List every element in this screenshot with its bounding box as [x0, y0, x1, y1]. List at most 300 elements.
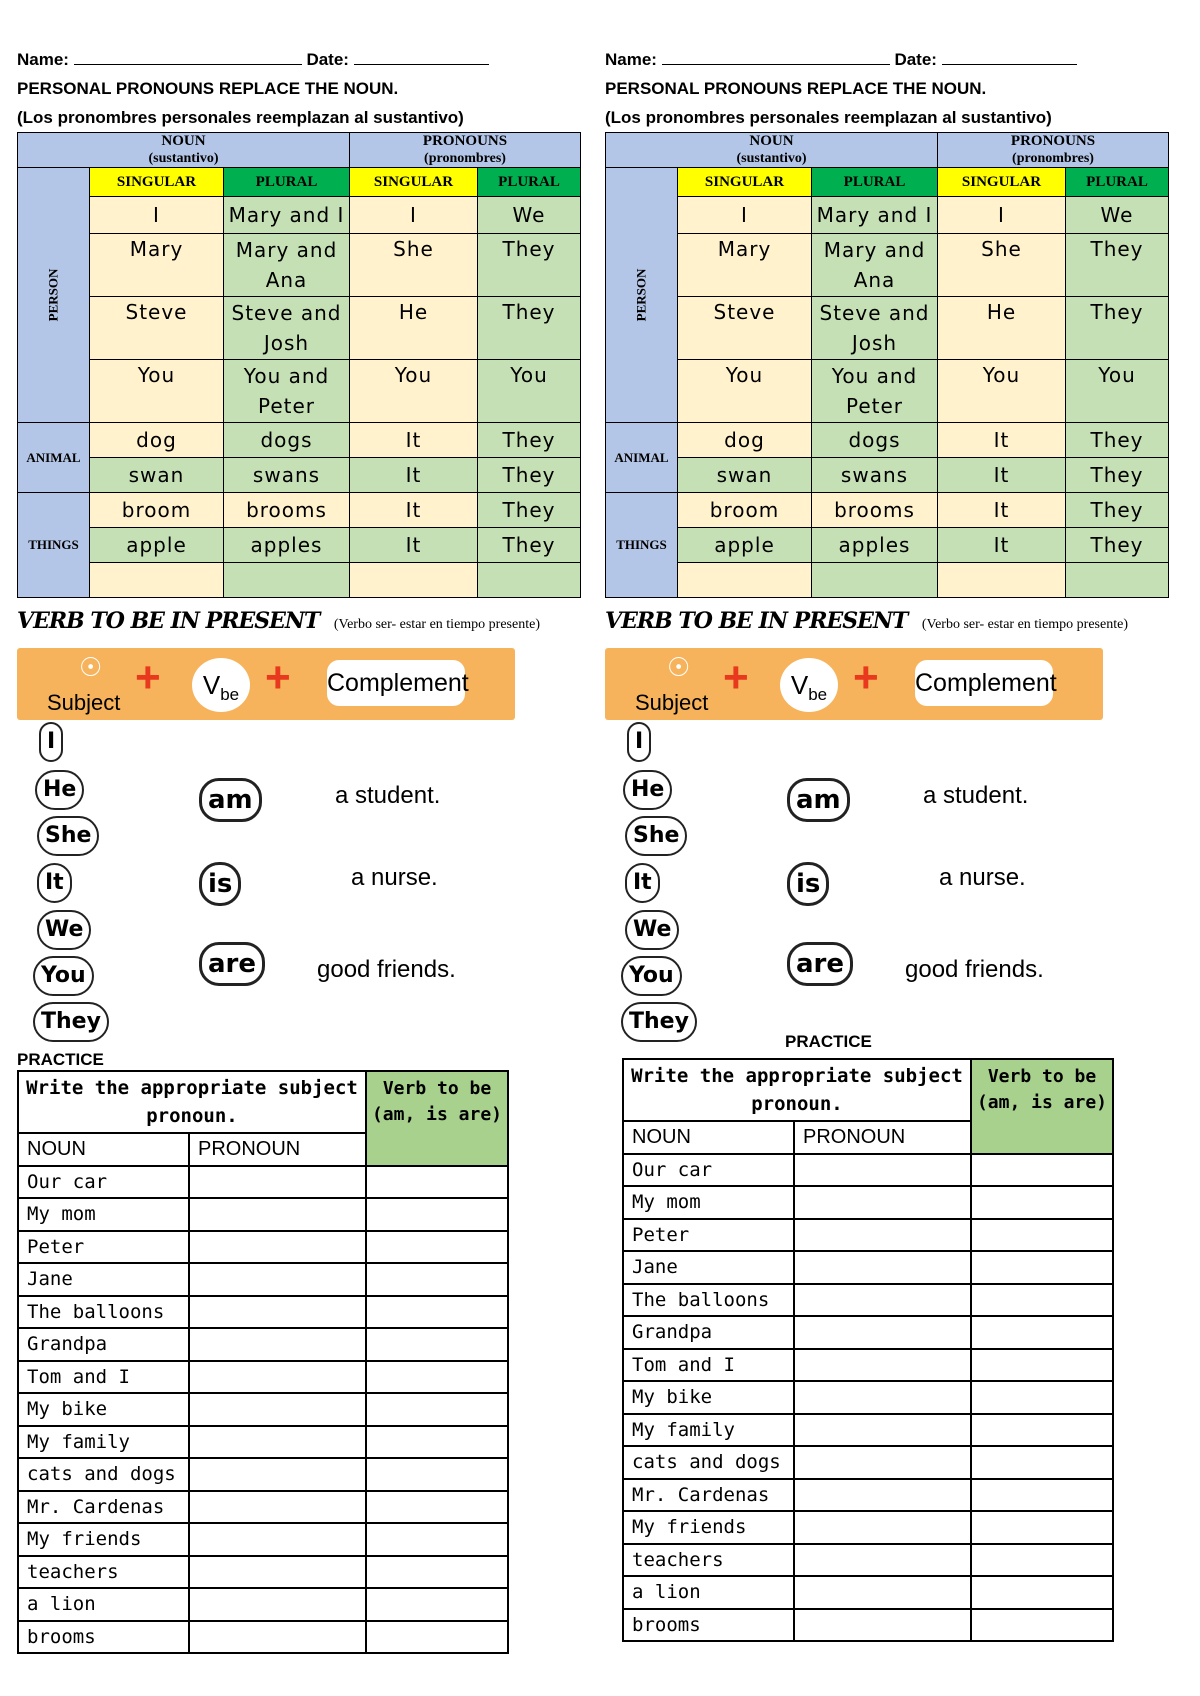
practice-row: [18, 1166, 508, 1199]
verb-to-be-header: Verb to be (am, is are): [971, 1059, 1113, 1154]
pronoun-table-subheader: [606, 168, 1169, 197]
practice-noun: My bike: [18, 1393, 189, 1426]
group-things: THINGS: [18, 493, 90, 598]
verb-answer-cell[interactable]: [366, 1588, 508, 1621]
name-date-line: [605, 45, 1185, 74]
cell: It: [938, 423, 1066, 458]
formula-subject: Subject: [635, 690, 709, 715]
practice-row: [18, 1426, 508, 1459]
group-person: PERSON: [606, 168, 678, 423]
pronoun-table-header: [18, 133, 581, 168]
practice-row: [18, 1263, 508, 1296]
pronoun-answer-cell[interactable]: [794, 1316, 971, 1349]
cell: They: [1066, 493, 1169, 528]
cell: brooms: [812, 493, 938, 528]
practice-noun: a lion: [623, 1576, 794, 1609]
practice-noun: cats and dogs: [18, 1458, 189, 1491]
cell: They: [1066, 234, 1169, 297]
cell: apple: [90, 528, 224, 563]
practice-row: [623, 1186, 1113, 1219]
cell: swan: [678, 458, 812, 493]
cell: They: [478, 423, 581, 458]
verb-to-be-chart: [17, 720, 515, 1050]
practice-noun: Mr. Cardenas: [18, 1491, 189, 1524]
cell: They: [478, 493, 581, 528]
table-row: [606, 423, 1169, 458]
verb-answer-cell[interactable]: [971, 1349, 1113, 1382]
practice-row: [18, 1231, 508, 1264]
complement-text: a student.: [335, 782, 441, 809]
practice-row: [623, 1479, 1113, 1512]
noun-header: NOUN (sustantivo): [606, 133, 938, 168]
pronouns-header: PRONOUNS (pronombres): [938, 133, 1169, 168]
verb-answer-cell[interactable]: [366, 1263, 508, 1296]
verb-answer-cell[interactable]: [971, 1511, 1113, 1544]
verb-answer-cell[interactable]: [971, 1154, 1113, 1187]
group-animal: ANIMAL: [18, 423, 90, 493]
worksheet-subtitle: (Los pronombres personales reemplazan al sustantivo): [605, 108, 1052, 127]
subject-cloud: She: [625, 816, 687, 856]
complement-text: a nurse.: [939, 864, 1026, 891]
worksheet-title: PERSONAL PRONOUNS REPLACE THE NOUN.: [17, 79, 399, 98]
noun-column-header: NOUN: [623, 1121, 794, 1154]
verb-answer-cell[interactable]: [366, 1556, 508, 1589]
pronoun-answer-cell[interactable]: [189, 1361, 366, 1394]
pronoun-answer-cell[interactable]: [189, 1328, 366, 1361]
verb-answer-cell[interactable]: [366, 1361, 508, 1394]
cell: You: [478, 360, 581, 423]
subject-cloud: I: [39, 722, 63, 762]
verb-answer-cell[interactable]: [971, 1251, 1113, 1284]
practice-table: [17, 1070, 509, 1654]
practice-row: [18, 1523, 508, 1556]
cell: You: [350, 360, 478, 423]
pronoun-answer-cell[interactable]: [189, 1491, 366, 1524]
practice-row: [18, 1621, 508, 1654]
verb-answer-cell[interactable]: [366, 1458, 508, 1491]
cell: I: [938, 197, 1066, 234]
practice-row: [18, 1458, 508, 1491]
table-row: [18, 197, 581, 234]
pronoun-answer-cell[interactable]: [189, 1621, 366, 1654]
verb-answer-cell[interactable]: [366, 1198, 508, 1231]
cell: They: [1066, 423, 1169, 458]
complement-text: a student.: [923, 782, 1029, 809]
pronoun-answer-cell[interactable]: [794, 1609, 971, 1642]
plus-icon: +: [265, 653, 291, 702]
pronoun-answer-cell[interactable]: [794, 1446, 971, 1479]
cell: brooms: [224, 493, 350, 528]
practice-noun: Peter: [623, 1219, 794, 1252]
practice-noun: My family: [623, 1414, 794, 1447]
practice-row: [623, 1609, 1113, 1642]
pronoun-singular-header: SINGULAR: [938, 168, 1066, 197]
cell: It: [938, 528, 1066, 563]
cell: [224, 563, 350, 598]
practice-noun: a lion: [18, 1588, 189, 1621]
practice-noun: Jane: [18, 1263, 189, 1296]
verb-answer-cell[interactable]: [971, 1446, 1113, 1479]
name-date-line: [17, 45, 597, 74]
cell: Steve: [678, 297, 812, 360]
pronoun-plural-header: PLURAL: [1066, 168, 1169, 197]
worksheet-right: [605, 0, 1185, 1642]
practice-noun: Our car: [18, 1166, 189, 1199]
practice-row: [623, 1511, 1113, 1544]
subject-cloud: He: [35, 770, 84, 810]
pronoun-answer-cell[interactable]: [189, 1393, 366, 1426]
verb-answer-cell[interactable]: [971, 1544, 1113, 1577]
pronoun-column-header: PRONOUN: [189, 1133, 366, 1166]
table-row: [18, 297, 581, 360]
practice-row: [18, 1296, 508, 1329]
practice-noun: Grandpa: [623, 1316, 794, 1349]
cell: You and Peter: [812, 360, 938, 423]
practice-noun: teachers: [18, 1556, 189, 1589]
cell: [350, 563, 478, 598]
cell: [678, 563, 812, 598]
table-row: [606, 493, 1169, 528]
practice-instruction: Write the appropriate subject pronoun.: [18, 1071, 366, 1133]
table-row: [606, 360, 1169, 423]
verb-cloud: is: [787, 862, 829, 906]
date-field[interactable]: [354, 46, 489, 65]
verb-cloud: am: [787, 778, 850, 822]
cell: Mary: [90, 234, 224, 297]
subject-cloud: You: [621, 956, 682, 996]
practice-noun: My mom: [623, 1186, 794, 1219]
cell: He: [938, 297, 1066, 360]
cell: Steve and Josh: [812, 297, 938, 360]
verb-answer-cell[interactable]: [366, 1296, 508, 1329]
practice-noun: The balloons: [623, 1284, 794, 1317]
cell: Mary and I: [812, 197, 938, 234]
name-label: Name:: [17, 50, 69, 69]
verb-answer-cell[interactable]: [366, 1523, 508, 1556]
verb-answer-cell[interactable]: [366, 1393, 508, 1426]
practice-row: [623, 1576, 1113, 1609]
cell: Mary and I: [224, 197, 350, 234]
cell: [938, 563, 1066, 598]
cell: I: [90, 197, 224, 234]
cell: You: [1066, 360, 1169, 423]
practice-noun: Grandpa: [18, 1328, 189, 1361]
cell: dogs: [812, 423, 938, 458]
cell: It: [938, 458, 1066, 493]
pronoun-answer-cell[interactable]: [189, 1588, 366, 1621]
verb-answer-cell[interactable]: [366, 1426, 508, 1459]
practice-row: [623, 1446, 1113, 1479]
practice-row: [623, 1316, 1113, 1349]
verb-cloud: are: [787, 942, 853, 986]
cell: Steve: [90, 297, 224, 360]
verb-answer-cell[interactable]: [366, 1166, 508, 1199]
pronoun-answer-cell[interactable]: [794, 1576, 971, 1609]
practice-instruction: Write the appropriate subject pronoun.: [623, 1059, 971, 1121]
pronoun-answer-cell[interactable]: [794, 1544, 971, 1577]
practice-noun: My family: [18, 1426, 189, 1459]
pronoun-answer-cell[interactable]: [794, 1381, 971, 1414]
pronoun-answer-cell[interactable]: [189, 1523, 366, 1556]
pronoun-answer-cell[interactable]: [189, 1231, 366, 1264]
practice-noun: brooms: [18, 1621, 189, 1654]
subject-cloud: It: [37, 863, 72, 903]
cell: dogs: [224, 423, 350, 458]
practice-noun: My friends: [623, 1511, 794, 1544]
subject-cloud: I: [627, 722, 651, 762]
cell: I: [350, 197, 478, 234]
practice-row: [623, 1349, 1113, 1382]
cell: [90, 563, 224, 598]
cell: They: [1066, 297, 1169, 360]
practice-row: [623, 1219, 1113, 1252]
verb-answer-cell[interactable]: [971, 1219, 1113, 1252]
complement-text: a nurse.: [351, 864, 438, 891]
cell: broom: [678, 493, 812, 528]
table-row: [606, 528, 1169, 563]
subject-cloud: She: [37, 816, 99, 856]
pronoun-singular-header: SINGULAR: [350, 168, 478, 197]
noun-column-header: NOUN: [18, 1133, 189, 1166]
plus-icon: +: [135, 653, 161, 702]
practice-row: [18, 1328, 508, 1361]
practice-noun: Our car: [623, 1154, 794, 1187]
formula-subject: Subject: [47, 690, 121, 715]
complement-text: good friends.: [905, 956, 1044, 983]
verb-answer-cell[interactable]: [366, 1328, 508, 1361]
date-field[interactable]: [942, 46, 1077, 65]
practice-noun: cats and dogs: [623, 1446, 794, 1479]
noun-plural-header: PLURAL: [224, 168, 350, 197]
cell: It: [938, 493, 1066, 528]
practice-label: PRACTICE: [785, 1032, 872, 1051]
pronoun-answer-cell[interactable]: [794, 1154, 971, 1187]
person-icon: ☉: [667, 652, 691, 682]
plus-icon: +: [723, 653, 749, 702]
table-row: [18, 493, 581, 528]
cell: swans: [812, 458, 938, 493]
practice-noun: My friends: [18, 1523, 189, 1556]
noun-singular-header: SINGULAR: [678, 168, 812, 197]
cell: You: [90, 360, 224, 423]
practice-row: [18, 1361, 508, 1394]
cell: It: [350, 458, 478, 493]
verb-cloud: am: [199, 778, 262, 822]
cell: We: [1066, 197, 1169, 234]
practice-noun: teachers: [623, 1544, 794, 1577]
pronouns-header: PRONOUNS (pronombres): [350, 133, 581, 168]
practice-row: [18, 1491, 508, 1524]
pronoun-answer-cell[interactable]: [794, 1219, 971, 1252]
table-row: [18, 528, 581, 563]
cell: [812, 563, 938, 598]
verb-answer-cell[interactable]: [971, 1576, 1113, 1609]
formula-complement: Complement: [915, 660, 1053, 706]
practice-row: [623, 1284, 1113, 1317]
name-label: Name:: [605, 50, 657, 69]
pronoun-answer-cell[interactable]: [794, 1349, 971, 1382]
practice-row: [623, 1381, 1113, 1414]
cell: They: [478, 234, 581, 297]
subject-cloud: He: [623, 770, 672, 810]
table-row: [606, 197, 1169, 234]
verb-answer-cell[interactable]: [971, 1609, 1113, 1642]
table-row: [18, 458, 581, 493]
cell: Mary: [678, 234, 812, 297]
cell: She: [938, 234, 1066, 297]
pronoun-answer-cell[interactable]: [189, 1426, 366, 1459]
cell: apple: [678, 528, 812, 563]
person-icon: ☉: [79, 652, 103, 682]
table-row: [18, 234, 581, 297]
cell: dog: [678, 423, 812, 458]
table-row-empty: [606, 563, 1169, 598]
verb-answer-cell[interactable]: [366, 1621, 508, 1654]
subject-cloud: You: [33, 956, 94, 996]
subject-cloud: It: [625, 863, 660, 903]
cell: We: [478, 197, 581, 234]
cell: [478, 563, 581, 598]
pronoun-answer-cell[interactable]: [189, 1556, 366, 1589]
subject-cloud: They: [621, 1002, 697, 1042]
cell: They: [478, 297, 581, 360]
pronoun-answer-cell[interactable]: [794, 1479, 971, 1512]
cell: It: [350, 493, 478, 528]
pronoun-answer-cell[interactable]: [794, 1251, 971, 1284]
cell: He: [350, 297, 478, 360]
pronoun-answer-cell[interactable]: [189, 1296, 366, 1329]
plus-icon: +: [853, 653, 879, 702]
verb-formula-banner: [605, 648, 1103, 720]
verb-answer-cell[interactable]: [971, 1381, 1113, 1414]
verb-section-title: VERB TO BE IN PRESENT (Verbo ser- estar en tiempo presente): [605, 608, 1128, 634]
cell: They: [478, 458, 581, 493]
practice-row: [18, 1198, 508, 1231]
pronoun-answer-cell[interactable]: [189, 1458, 366, 1491]
cell: swan: [90, 458, 224, 493]
verb-answer-cell[interactable]: [971, 1479, 1113, 1512]
practice-row: [623, 1251, 1113, 1284]
cell: dog: [90, 423, 224, 458]
cell: Mary and Ana: [224, 234, 350, 297]
table-row: [18, 423, 581, 458]
name-field[interactable]: [662, 46, 890, 65]
practice-row: [623, 1544, 1113, 1577]
cell: You and Peter: [224, 360, 350, 423]
cell: She: [350, 234, 478, 297]
pronoun-answer-cell[interactable]: [189, 1198, 366, 1231]
verb-cloud: are: [199, 942, 265, 986]
worksheet-left: [17, 0, 597, 1654]
verb-to-be-chart: [605, 720, 1103, 1050]
pronoun-plural-header: PLURAL: [478, 168, 581, 197]
cell: They: [1066, 458, 1169, 493]
practice-noun: brooms: [623, 1609, 794, 1642]
cell: apples: [224, 528, 350, 563]
verb-formula-banner: [17, 648, 515, 720]
pronoun-column-header: PRONOUN: [794, 1121, 971, 1154]
pronoun-answer-cell[interactable]: [189, 1263, 366, 1296]
practice-noun: My mom: [18, 1198, 189, 1231]
noun-header: NOUN (sustantivo): [18, 133, 350, 168]
practice-row: [18, 1556, 508, 1589]
pronoun-answer-cell[interactable]: [794, 1186, 971, 1219]
worksheet-subtitle: (Los pronombres personales reemplazan al sustantivo): [17, 108, 464, 127]
table-row-empty: [18, 563, 581, 598]
subject-cloud: We: [37, 910, 91, 950]
practice-row: [623, 1414, 1113, 1447]
cell: You: [938, 360, 1066, 423]
cell: It: [350, 528, 478, 563]
pronoun-table: [17, 132, 581, 598]
verb-answer-cell[interactable]: [971, 1316, 1113, 1349]
practice-table: [622, 1058, 1114, 1642]
practice-noun: My bike: [623, 1381, 794, 1414]
table-row: [606, 297, 1169, 360]
verb-answer-cell[interactable]: [971, 1284, 1113, 1317]
date-label: Date:: [894, 50, 937, 69]
practice-noun: The balloons: [18, 1296, 189, 1329]
verb-section-title: VERB TO BE IN PRESENT (Verbo ser- estar en tiempo presente): [17, 608, 540, 634]
cell: [1066, 563, 1169, 598]
worksheet-title: PERSONAL PRONOUNS REPLACE THE NOUN.: [605, 79, 987, 98]
practice-row: [18, 1393, 508, 1426]
pronoun-table-header: [606, 133, 1169, 168]
practice-noun: Peter: [18, 1231, 189, 1264]
subject-cloud: We: [625, 910, 679, 950]
noun-plural-header: PLURAL: [812, 168, 938, 197]
verb-answer-cell[interactable]: [366, 1491, 508, 1524]
practice-noun: Tom and I: [623, 1349, 794, 1382]
verb-answer-cell[interactable]: [366, 1231, 508, 1264]
pronoun-answer-cell[interactable]: [189, 1166, 366, 1199]
cell: I: [678, 197, 812, 234]
subject-cloud: They: [33, 1002, 109, 1042]
cell: broom: [90, 493, 224, 528]
name-field[interactable]: [74, 46, 302, 65]
cell: They: [1066, 528, 1169, 563]
cell: Mary and Ana: [812, 234, 938, 297]
pronoun-answer-cell[interactable]: [794, 1511, 971, 1544]
verb-answer-cell[interactable]: [971, 1414, 1113, 1447]
practice-label: PRACTICE: [17, 1050, 104, 1069]
formula-verb: $V_{be}$: [192, 658, 250, 712]
pronoun-answer-cell[interactable]: [794, 1284, 971, 1317]
complement-text: good friends.: [317, 956, 456, 983]
group-animal: ANIMAL: [606, 423, 678, 493]
cell: It: [350, 423, 478, 458]
verb-cloud: is: [199, 862, 241, 906]
practice-noun: Jane: [623, 1251, 794, 1284]
cell: You: [678, 360, 812, 423]
pronoun-answer-cell[interactable]: [794, 1414, 971, 1447]
practice-row: [623, 1154, 1113, 1187]
practice-row: [18, 1588, 508, 1621]
noun-singular-header: SINGULAR: [90, 168, 224, 197]
group-things: THINGS: [606, 493, 678, 598]
practice-noun: Tom and I: [18, 1361, 189, 1394]
formula-verb: $V_{be}$: [780, 658, 838, 712]
date-label: Date:: [306, 50, 349, 69]
practice-noun: Mr. Cardenas: [623, 1479, 794, 1512]
cell: They: [478, 528, 581, 563]
group-person: PERSON: [18, 168, 90, 423]
pronoun-table: [605, 132, 1169, 598]
verb-answer-cell[interactable]: [971, 1186, 1113, 1219]
cell: apples: [812, 528, 938, 563]
pronoun-table-subheader: [18, 168, 581, 197]
formula-complement: Complement: [327, 660, 465, 706]
